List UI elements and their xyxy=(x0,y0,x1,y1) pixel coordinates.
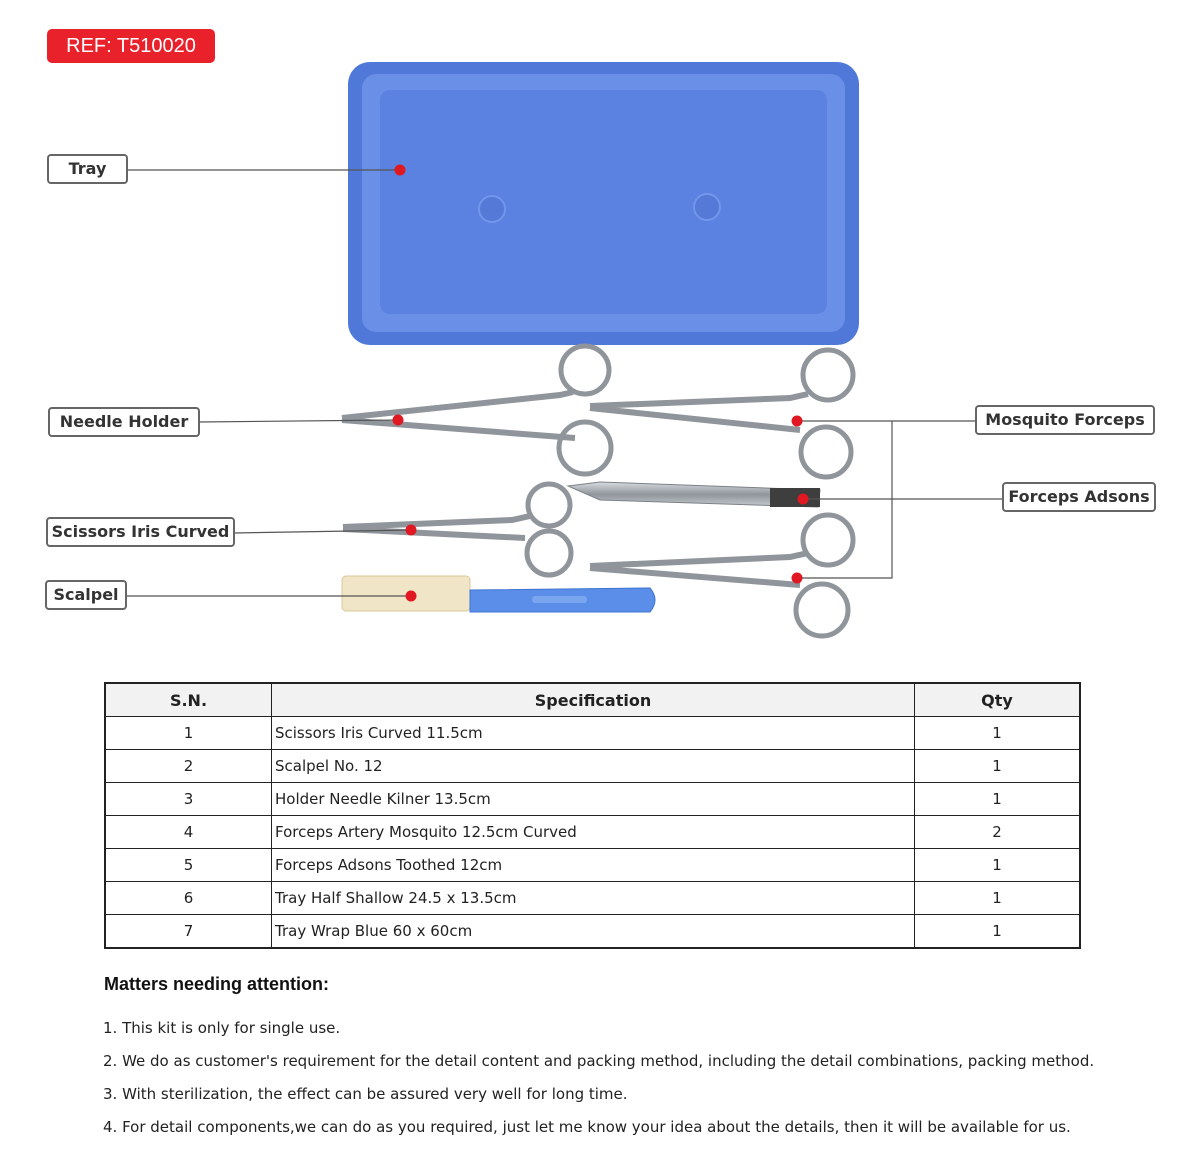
label-forceps-adsons: Forceps Adsons xyxy=(1002,482,1156,512)
header-spec: Specification xyxy=(272,683,915,717)
header-qty: Qty xyxy=(915,683,1081,717)
note-item: 1. This kit is only for single use. xyxy=(103,1019,341,1037)
cell-sn: 3 xyxy=(105,783,272,816)
marker-scalpel xyxy=(406,591,417,602)
marker-scissors xyxy=(406,525,417,536)
notes-list xyxy=(103,1016,1094,1148)
label-mosquito-forceps: Mosquito Forceps xyxy=(975,405,1155,435)
table-row xyxy=(105,915,1080,949)
header-sn: S.N. xyxy=(105,683,272,717)
table-row xyxy=(105,816,1080,849)
table-row xyxy=(105,882,1080,915)
scissors-image xyxy=(343,484,571,575)
marker-mosquito-top xyxy=(792,416,803,427)
cell-spec: Forceps Artery Mosquito 12.5cm Curved xyxy=(272,816,915,849)
marker-tray xyxy=(395,165,406,176)
label-needle-holder: Needle Holder xyxy=(48,407,200,437)
cell-sn: 4 xyxy=(105,816,272,849)
table-row xyxy=(105,849,1080,882)
cell-qty: 1 xyxy=(915,783,1081,816)
cell-sn: 1 xyxy=(105,717,272,750)
marker-needle-holder xyxy=(393,415,404,426)
cell-qty: 2 xyxy=(915,816,1081,849)
table-row xyxy=(105,717,1080,750)
table-header-row xyxy=(105,683,1080,717)
label-scissors: Scissors Iris Curved xyxy=(46,517,235,547)
mosquito-forceps-bottom-image xyxy=(590,515,853,636)
needle-holder-image xyxy=(342,346,611,474)
table-row xyxy=(105,783,1080,816)
spec-table xyxy=(104,682,1081,949)
cell-spec: Tray Wrap Blue 60 x 60cm xyxy=(272,915,915,949)
ref-badge: REF: T510020 xyxy=(47,29,215,63)
notes-title: Matters needing attention: xyxy=(104,974,330,994)
marker-mosquito-bottom xyxy=(792,573,803,584)
mosquito-forceps-top-image xyxy=(590,350,853,477)
tray-image xyxy=(348,62,859,345)
cell-spec: Scalpel No. 12 xyxy=(272,750,915,783)
label-scalpel: Scalpel xyxy=(45,580,127,610)
label-tray: Tray xyxy=(47,154,128,184)
note-item: 4. For detail components,we can do as you required, just let me know your idea about the details, then it will be available for us. xyxy=(103,1118,1071,1136)
cell-spec: Tray Half Shallow 24.5 x 13.5cm xyxy=(272,882,915,915)
note-item: 3. With sterilization, the effect can be assured very well for long time. xyxy=(103,1085,628,1103)
forceps-adsons-image xyxy=(568,482,820,507)
table-row xyxy=(105,750,1080,783)
cell-sn: 2 xyxy=(105,750,272,783)
cell-qty: 1 xyxy=(915,849,1081,882)
cell-qty: 1 xyxy=(915,717,1081,750)
cell-spec: Forceps Adsons Toothed 12cm xyxy=(272,849,915,882)
cell-qty: 1 xyxy=(915,750,1081,783)
cell-spec: Scissors Iris Curved 11.5cm xyxy=(272,717,915,750)
cell-spec: Holder Needle Kilner 13.5cm xyxy=(272,783,915,816)
cell-sn: 7 xyxy=(105,915,272,949)
cell-sn: 6 xyxy=(105,882,272,915)
cell-qty: 1 xyxy=(915,882,1081,915)
note-item: 2. We do as customer's requirement for the detail content and packing method, including the detail combinations, packing method. xyxy=(103,1052,1095,1070)
cell-qty: 1 xyxy=(915,915,1081,949)
cell-sn: 5 xyxy=(105,849,272,882)
scalpel-image xyxy=(342,576,655,612)
marker-adsons xyxy=(798,494,809,505)
